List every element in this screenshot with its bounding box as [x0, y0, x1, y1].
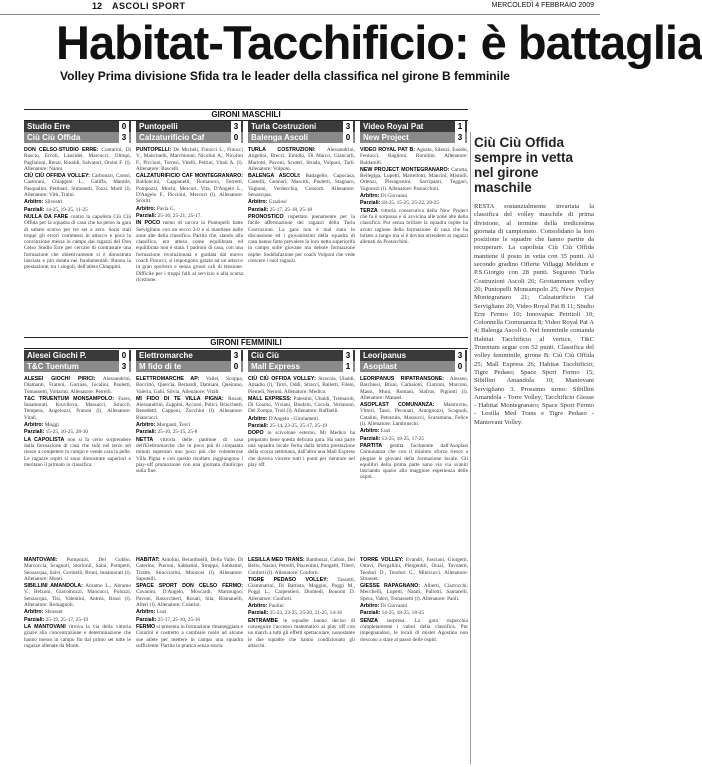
article-paragraph [136, 617, 243, 623]
paragraph-lead: Parziali: [136, 212, 157, 219]
match-box [24, 350, 131, 372]
paragraph-lead: NULLA DA FARE [24, 213, 69, 220]
paragraph-lead: DON CELSO-STUDIO ERRE: [24, 147, 99, 153]
article-paragraph [248, 577, 355, 602]
paragraph-lead: Arbitro: [248, 603, 268, 610]
match-box [248, 121, 355, 143]
paragraph-lead: MALL EXPRESS: [248, 395, 292, 402]
paragraph-text: Tassotti, Giammarini, Di Battista, Maggini, Poggi M., Poggi L., Carpentieri, Diomedi, Bonomi D. Allenatore: Conforti. [248, 576, 355, 602]
paragraph-text: Di Giovanni [380, 603, 408, 610]
band-maschili: GIRONI MASCHILI [24, 109, 468, 121]
paragraph-text: ritrova la via della vittoria grazie alla concentrazione e determinazione che hanno messo in campo fin dal primo set tutte le ragazze allenate da Monti. [24, 623, 132, 649]
paragraph-lead: SIBILLINI AMANDOLA: [24, 583, 83, 590]
article-paragraph [136, 147, 243, 172]
paragraph-lead: PARTITA [360, 442, 383, 449]
paragraph-lead: SENZA [360, 617, 378, 624]
paragraph-lead: Arbitro: [248, 415, 268, 422]
paragraph-text: Stracola, Ubaldi, Amadio (l), Tiriri, Oddi, Stracci, Balletti, Fileni, Piemeli, Neroni. Allenatore: Medico. [248, 376, 355, 395]
paragraph-text: De Micheli, Finucci L., Finucci V., Mancinelli, Marchionni, Nicolini A., Nicolini F., Piccioni, Torresi, Vitelli, Petrini, Vitali A. (l). Allenatore: Bascelli. [136, 147, 243, 172]
article-paragraph [136, 206, 243, 212]
article-paragraph [24, 214, 131, 271]
paragraph-text: Alessandrini, Angelini, Brecci, Emidio, Di Marco, Giancarli, Mariotti, Pavoni, Scuteri, Strada, Volponi, Tarli. Allenatore: Volponi. [248, 147, 355, 172]
match-box [136, 121, 243, 143]
paragraph-text: Agusto, Silenzi, Eusebi, Feniucci, Baglioni, Romitini. Allenatore: Baldarelli. [360, 147, 468, 166]
paragraph-text: rispettato pienamente per la facile affermazione dei ragazzi della Turla Costruzioni. La gara non è mai stata in discussione ed i giovanissimi della squadra di casa hanno fatto prevalere la loro netta superiorità in campo sulle giovane ma debole formazione ospite. Soddisfazione per coach Volponi che vede crescere i suoi ragazzi. [248, 213, 355, 265]
team-b: New Project 3 [360, 132, 467, 143]
article-paragraph [360, 557, 468, 582]
team-a: Ciù Ciù 3 [248, 350, 355, 361]
paragraph-text: Alessandrini, Diamanti, Fratoni, Gorinas, Iocalini, Paoletti, Tomassetti, Voltarini. Allenatore: Petrelli. [24, 376, 131, 395]
article-paragraph [248, 147, 355, 172]
paragraph-text: Luzi [380, 428, 391, 435]
article-paragraph [360, 208, 468, 246]
paragraph-lead: ENTRAMBE [248, 617, 279, 624]
paragraph-lead: Arbitro: [136, 422, 156, 429]
article-paragraph [248, 376, 355, 395]
paragraph-lead: NETTA [136, 436, 154, 443]
article-paragraph [248, 207, 355, 213]
article-paragraph [248, 199, 355, 205]
paragraph-text: Rosati, Alessandrini, Zuppini, Accorsi, Pulici, Bracchetti, Benedetti, Capponi, Zucchini (l). Allenatore: Biancucci. [136, 395, 243, 421]
paragraph-lead: TORRE VOLLEY: [360, 557, 404, 563]
article-paragraph [248, 610, 355, 616]
paragraph-lead: MANTOVANI: [24, 557, 58, 563]
article-w4 [360, 376, 468, 552]
match-box [360, 121, 467, 143]
article-paragraph [136, 173, 243, 204]
article-paragraph [360, 618, 468, 643]
men-results [24, 121, 468, 145]
paragraph-lead: ALESEI GIOCHI PIRICI: [24, 376, 96, 382]
paragraph-text: 14-25, 19-25, 11-25 [45, 206, 88, 213]
paragraph-lead: TURLA COSTRUZIONI: [248, 147, 316, 153]
subheadline [60, 69, 510, 83]
paragraph-text: Graziosi [268, 199, 287, 206]
article-paragraph [248, 618, 355, 649]
match-box [360, 350, 467, 372]
paragraph-text: Evandri, Fasciani, Giorgetti, Ottavi, Piergallini, Piergentili, Orazi, Tavoletti, Teodori D., Teodori G., Minicucci. Allenatore: Sbrasset. [360, 557, 468, 582]
paragraph-text: 25-16; 25-21; 25-17. [157, 212, 202, 219]
article-paragraph [24, 437, 131, 468]
paragraph-text: vittoria consecutiva della New Project che fa il sorpasso e si avvicina alle zone alte della classifica. Pur senza brillare la squadra ospite ha avuto ragione della formazione di casa che ha lottato a lungo ma si è dovuta arrendere ai ragazzi allenati da Postacchini. [360, 207, 468, 246]
paragraph-text: meno di un'ora la Puntopelli batte Servigliano con un secco 3-0 e si mantiene nelle zone alte della classifica. Partita che, stando alla classifica, era attesa come equilibrata ed equilibrata non è stata. I padroni di casa, con una formazione rivoluzionata e guidata dal nuovo coach Finucci, si impongono grazie ad un attacco in gran spolvero e senza grossi cali di tensione. Difficile per i troppi falli al servizio e alla scarsa ricezione. [136, 220, 244, 283]
paragraph-text: Morganti, Turci [156, 422, 191, 429]
article-paragraph [248, 416, 355, 422]
match-box [248, 350, 355, 372]
team-b: Mall Express 1 [248, 361, 355, 372]
article-paragraph [136, 583, 243, 608]
article-m4 [360, 147, 468, 329]
paragraph-lead: Arbitro: [360, 603, 380, 610]
article-paragraph [248, 603, 355, 609]
article-w6 [136, 557, 243, 762]
article-paragraph [136, 429, 243, 435]
article-paragraph [360, 402, 468, 427]
paragraph-lead: BALENGA ASCOLI: [248, 173, 301, 180]
team-a: Video Royal Pat 1 [360, 121, 467, 132]
paragraph-lead: Arbitro: [24, 609, 44, 616]
paragraph-lead: LEORIPANUS RIPATRANSONE: [360, 376, 444, 382]
paragraph-text: 25-14, 23-25, 25-17, 25-19 [269, 423, 328, 430]
sub-label: Volley Prima divisione [60, 69, 187, 83]
article-w1 [24, 376, 131, 552]
article-m1 [24, 147, 131, 329]
paragraph-lead: TIGRE PEDASO VOLLEY: [248, 576, 329, 583]
paragraph-text: Pompozzi, Del Gobbo, Marcoccia, Scagnoli, Storionii, Saini, Pompetti, Senzacqua, Salvi, Gorinelli, Bruni, Innamorati (l). Allenatore: Monti. [24, 557, 131, 582]
sub-text: Sfida tra le leader della classifica nel girone B femminile [189, 69, 510, 83]
article-paragraph [360, 443, 468, 481]
paragraph-text: Mastrovito, Vittori, Tassi, Peconari, Antognozzi, Scagnoli, Catalini, Petrarulo, Massucci, Scaramuna, Felice (l). Allenatore: Lambruschi. [360, 402, 469, 428]
article-paragraph [136, 396, 243, 421]
paragraph-lead: Arbitro: [136, 609, 156, 616]
paragraph-lead: Parziali: [248, 610, 269, 617]
article-paragraph [24, 173, 131, 198]
paragraph-lead: MI FIDO DI TE VILLA PIGNA: [136, 395, 224, 402]
paragraph-lead: IN POCO [136, 220, 161, 227]
paragraph-lead: Arbitro: [24, 199, 44, 206]
article-paragraph [24, 422, 131, 428]
paragraph-text: Alesseo, Barchiesi, Bruni, Camaioni, Ciarroni, Marconi, Massi, Muni, Romani, Stafrus, Pignotti (l). Allenatore: Manuel. [360, 376, 468, 401]
sidebar-article [474, 135, 594, 765]
paragraph-lead: Arbitro: [24, 422, 44, 429]
team-b: Asoplast 0 [360, 361, 467, 372]
article-paragraph [24, 199, 131, 205]
paragraph-lead: Arbitro: [360, 193, 380, 200]
article-w7 [248, 557, 355, 762]
team-a: Elettromarche 3 [136, 350, 243, 361]
paragraph-lead: HABITAT: [136, 557, 160, 563]
article-paragraph [360, 436, 468, 442]
paragraph-lead: PUNTOPELLI: [136, 147, 172, 153]
article-paragraph [360, 147, 468, 166]
paragraph-text: Alberti, Ciarrocchi, Mecchelli, Lupetti, Natali, Pallotti, Santarelli, Speca, Valeri, Tomassetti (l). Allenatore: Paoli. [360, 583, 468, 602]
paragraph-text: 25-17, 25-18, 25-18 [269, 206, 313, 213]
paragraph-text: contro la capolista Ciù Ciù Offida per la squadra di casa che ha perso la gara di sabato scorso per tre set a zero. Sono stati troppi gli errori commessi in attacco e poca la convinzione messa in campo dai ragazzi del Don Celso Studio Erre per cercare di contrastare una formazione che obiettivamente si è dimostrata lanciata e più dotata nei fondamentali. Buona la prestazione, tra i singoli, dell'atleta Chiappini. [24, 213, 132, 271]
paragraph-lead: Parziali: [136, 616, 157, 623]
paragraph-lead: Arbitro: [248, 199, 268, 206]
paragraph-text: 13-25, 18-25, 17-25 [381, 435, 425, 442]
paragraph-lead: LA CAPOLISTA [24, 436, 65, 443]
paragraph-text: non si fa certo sorprendere dalla formazione di casa che solo nel terzo set riesce a competere in campo e vende cara la pelle. Le ragazze ospiti si sono dimostrate superiori e meritano il primato in classifica. [24, 436, 131, 468]
page-header [0, 0, 600, 15]
paragraph-lead: NEW PROJECT MONTEGRANARO: [360, 166, 450, 173]
paragraph-text: gestita facilmente dall'Asoplast Comunanza che con il minimo sforzo riesce a piegare le giovani della formazione locale. Gli equilibri della prima parte sono via via svaniti lasciando spazio alla maggiore esperienza delle ospiti. [360, 442, 468, 481]
article-paragraph [360, 376, 468, 401]
article-w5 [24, 557, 131, 762]
paragraph-text: 25-23, 23-25, 25-20, 21-25, 14-16 [269, 610, 343, 617]
paragraph-text: lo scivolone esterno, Mr Medico ha preparato bene questa delicata gara. Ha una parte una squadra locale ferita dalla brutta prestazione della scorsa settimana, dall'altra una Mall Express che doveva vincere tutti i punti per rientrare nei play off. [248, 430, 355, 468]
paragraph-lead: Parziali: [24, 429, 45, 436]
paragraph-text: Palestini, Ubaldi, Tremaroli, Di Cosmo, Viviani, Bludzin, Cocola, Verlanoni, Del Zompo, Troli (l). Allenatore: Raffaelli. [248, 395, 355, 415]
paragraph-text: Cavanini, D'Angelo, Moscardi, Marmugno, Pavoni, Rasocchieri, Rosati, Sila, Rismanelli, Alleri (l). Allenatore: Colarini. [136, 589, 243, 609]
paragraph-text: Carbonari, Carosi, Castorani, Chiappini L., Galiffa, Mantile, Pasqualini, Pettinari, Simonetti, Tozzi, Marti (l). Allenatore: Vitti, Traini. [24, 173, 131, 199]
paragraph-lead: Parziali: [360, 200, 381, 207]
paragraph-lead: T&C TRUENTUM MONSAMPOLO: [24, 395, 115, 402]
sidebar-title: Ciù Ciù Offida sempre in vetta nel girone maschile [474, 135, 574, 195]
team-b: M fido di te 0 [136, 361, 243, 372]
article-paragraph [24, 207, 131, 213]
column-divider [470, 132, 471, 764]
article-paragraph [248, 396, 355, 415]
paragraph-text: Paolini [268, 603, 284, 610]
team-a: Alesei Giochi P. 0 [24, 350, 131, 361]
team-b: Calzaturificio Caf 0 [136, 132, 243, 143]
paragraph-lead: GIESSE RAPAGNANO: [360, 583, 421, 590]
paragraph-lead: Arbitro: [136, 205, 156, 212]
article-paragraph [248, 430, 355, 468]
paragraph-text: Sbrasset [44, 609, 63, 616]
team-b: Balenga Ascoli 0 [248, 132, 355, 143]
paragraph-text: Pavia G. [156, 205, 175, 212]
article-paragraph [360, 583, 468, 602]
paragraph-lead: DOPO [248, 430, 264, 437]
article-w3 [248, 376, 355, 552]
paragraph-lead: CIÙ CIÙ OFFIDA VOLLEY: [248, 376, 316, 382]
paragraph-text: Silvestri [44, 199, 63, 206]
paragraph-text: vittoria delle padrone di casa dell'Elettromarche che in poco più di cinquanta minuti superano uno poco più che volenterose Villa Pigna e con questo risultato raggiungono i play-off promozione con una giornata d'anticipo sulla fine. [136, 436, 244, 475]
paragraph-text: Baldoncini, Cappanelli, Romanovi, Ferretti, Pompozzi, Mochi, Mercuri, Vita, D'Angelo L., D'Angelo F., Piccioni, Mercuri (l). Allenatore: Scoriti. [136, 179, 243, 205]
paragraph-lead: Arbitro: [360, 428, 380, 435]
paragraph-text: 15-25, 10-25, 28-30 [45, 429, 89, 436]
band-femminili: GIRONI FEMMINILI [24, 337, 468, 349]
paragraph-lead: PRONOSTICO [248, 213, 284, 220]
issue-date: MERCOLEDÌ 4 FEBBRAIO 2009 [491, 2, 594, 9]
article-paragraph [24, 624, 131, 649]
article-paragraph [24, 583, 131, 608]
team-b: T&C Tuentum 3 [24, 361, 131, 372]
paragraph-lead: LA MANTOVANI [24, 623, 66, 630]
team-a: Turla Costruzioni 3 [248, 121, 355, 132]
article-paragraph [248, 173, 355, 198]
team-a: Studio Erre 0 [24, 121, 131, 132]
paragraph-text: 25-17, 25-10, 25-16 [157, 616, 201, 623]
women-results [24, 350, 468, 374]
paragraph-text: le squadre hanno deciso di conseguire l'accesso matematico ai play off con un match a tutti gli effetti spettacolare, nonostante le due squadre che hanno condizionato gli attacchi. [248, 617, 355, 649]
paragraph-lead: Parziali: [24, 616, 45, 623]
paragraph-text: sorpresa. La gara rispecchia completamente i valori della classifica. Pur impegnandosi, le locali di mister Agostino non riescono a stare al passo delle ospiti. [360, 617, 468, 643]
article-paragraph [136, 624, 243, 649]
paragraph-text: si presenta in formazione rimaneggiata e Colarini è costretto a cambiare ruolo ad alcune sue atlete per mettere in campo una squadra sufficiente. Partita in pratica senza storia. [136, 623, 243, 649]
article-paragraph [360, 200, 468, 206]
paragraph-text: Battagello, Capocasa, Castelli, Gennari, Mascitti, Paoletti, Stagnaro, Vagnoni, Verdecchia, Consorti. Allenatore: Senzacqua. [248, 173, 356, 199]
article-paragraph [360, 428, 468, 434]
article-paragraph [248, 423, 355, 429]
paragraph-lead: Parziali: [136, 429, 157, 436]
article-paragraph [136, 376, 243, 395]
paragraph-text: Moggi [44, 422, 59, 429]
match-box [24, 121, 131, 143]
paragraph-text: 25-19, 25-17, 25-19 [45, 616, 89, 623]
article-paragraph [248, 214, 355, 264]
paragraph-lead: SPACE SPORT DON CELSO FERMO: [136, 583, 243, 590]
article-paragraph [24, 617, 131, 623]
paragraph-lead: TERZA [360, 207, 378, 214]
paragraph-lead: CIÙ CIÙ OFFIDA VOLLEY: [24, 173, 90, 180]
paragraph-lead: VIDEO ROYAL PAT B: [360, 147, 416, 153]
article-paragraph [360, 167, 468, 192]
paragraph-text: Luzi [156, 609, 167, 616]
paragraph-text: Antolini, Berardinelli, Della Valle, Di Caterino, Pieroni, Sabbatini, Strappa, Sabbatini, Tiratte, Stracciarini, Monzosi (l). Allenatore: Saputelli. [136, 557, 243, 582]
article-paragraph [136, 422, 243, 428]
article-w2 [136, 376, 243, 552]
article-paragraph [248, 557, 355, 576]
article-paragraph [360, 603, 468, 609]
article-paragraph [24, 557, 131, 582]
article-m3 [248, 147, 355, 329]
paragraph-lead: Parziali: [248, 206, 269, 213]
paragraph-lead: CALZATURIFICIO CAF MONTEGRANARO: [136, 173, 243, 180]
paragraph-text: D'Angelo - Girolametti [268, 415, 318, 422]
article-paragraph [360, 193, 468, 199]
article-paragraph [136, 557, 243, 582]
paragraph-text: Abramo L., Abramo V., Belzoni, Giacomozzi, Mancucci, Poluzzi, Senzacqua, Tisi, Valentini, Antrea, Rossi (l). Allenatore: Romagnoli. [24, 583, 131, 609]
article-paragraph [136, 220, 243, 283]
article-paragraph [136, 609, 243, 615]
paragraph-text: 14-25, 18-25, 18-25 [381, 610, 425, 617]
paragraph-lead: Parziali: [360, 610, 381, 617]
article-paragraph [136, 213, 243, 219]
paragraph-lead: Parziali: [24, 206, 45, 213]
article-w8 [360, 557, 468, 762]
team-a: Leoripanus 3 [360, 350, 467, 361]
paragraph-lead: Parziali: [360, 435, 381, 442]
article-m2 [136, 147, 243, 329]
paragraph-lead: Parziali: [248, 423, 269, 430]
paragraph-lead: ELETTROMARCHE AP: [136, 376, 200, 382]
page-number: 12 [92, 1, 103, 11]
match-box [136, 350, 243, 372]
paragraph-text: Bambozzi, Cafoni, Del Bello, Nasini, Petrelli, Piacentini, Pongetti, Tiberi, Conforti (l). Allenatore: Conforti. [248, 557, 355, 576]
article-paragraph [360, 610, 468, 616]
sidebar-body: RESTA sostanzialmente invariata la classifica del volley maschile di prima divisione, al termine della tredicesima giornata di campionato. Consolidano la loro posizione le squadre che hanno partite da recuperare. La capolista Ciù Ciù Offida mantiene il posto in vetta con 35 punti. Al secondo gradino Offerte Villaggi Meldum e P.S.Giorgio con 28 punti. Seguono Turla Costruzioni Ascoli 26; Grottammare volley 26; Puntopelli Monsampolo 25; New Project Montegranaro 21; Calzaturificio Caf Servigliano 20; Video Royal Pat B 11; Studio Erre Fermo 10; Innovapac Petritoli 10; Colonnella Comunanza 8; Video Royal Pat A 4; Balenga Ascoli 0. Nel femminile comanda Habitat Tacchificio al vertice, T&C Truentum segue con 52 punti. Classifica del volley femminile, girone B: Ciù Ciù Offida 25; Mall Express 26; Habitat Tacchificio; Tigre Pedaso; Space Sport Fermo 15; Sibillini Amandola 10; Mantovani Servigliano 3. Prossimo turno: Sibillini Amandola - Torre Volley; Tacchificio Giesse - Habitat Montegranaro; Space Sport Fermo - Lesilla Med Trans e Tigre Pedaso - Mantovani Volley. [474, 203, 594, 426]
section-title: ASCOLI SPORT [112, 1, 186, 11]
paragraph-text: Di Giovanni [380, 193, 408, 200]
article-paragraph [136, 437, 243, 475]
paragraph-lead: ASOPLAST COMUNANZA: [360, 402, 435, 409]
headline: Habitat-Tacchificio: è battaglia [56, 16, 702, 69]
team-a: Puntopelli 3 [136, 121, 243, 132]
paragraph-lead: FERMO [136, 623, 156, 630]
article-paragraph [24, 147, 131, 172]
article-paragraph [24, 429, 131, 435]
team-b: Ciù Ciù Offida 3 [24, 132, 131, 143]
paragraph-text: 18-25, 15-25, 25-22, 20-25 [381, 200, 440, 207]
paragraph-text: Vallei, Scoppa, Boccitto, Quercia, Bernardi, Damiani, Queirano, Valeria, Galli, Silvia, Allenatore: Vitali. [136, 376, 243, 395]
article-paragraph [24, 609, 131, 615]
paragraph-lead: LESILLA MED TRANS: [248, 557, 305, 563]
article-paragraph [24, 396, 131, 421]
paragraph-text: Fares, Innamorati, Kruvliova, Massacci, Straccii, Tempera, Angelozzi, Fratoni (l). Allenatore: Vitali. [24, 395, 132, 421]
article-paragraph [24, 376, 131, 395]
paragraph-text: Carotta, Bellegiga, Lupetti, Martellotti, Mancini, Mistolli, Ortenzi, Pieragostini, Sacripanti, Teggaci, Vagnozzi (l). Allenatore: Postacchini. [360, 166, 468, 192]
paragraph-text: 25-10, 25-15, 25-8 [157, 429, 198, 436]
paragraph-text: Contarini, Di Ruscio, Ercoli, Lanzidei, Marcucci, Olimpi, Paglialoni, Renzi, Rinaldi, Salvatori, Orsini F. (l). Allenatore: Nanni. [24, 147, 131, 172]
